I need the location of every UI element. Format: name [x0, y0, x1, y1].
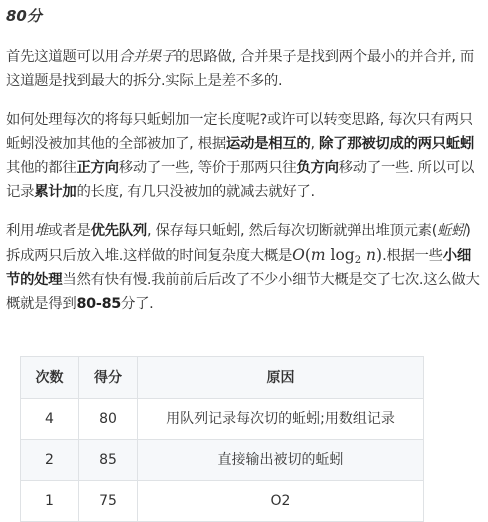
results-table: [20, 356, 424, 522]
math-subscript: 2: [354, 255, 362, 266]
emphasis-earthworm: 蚯蚓: [437, 223, 466, 239]
emphasis-heap: 堆: [34, 223, 49, 239]
bold-cumulative-add: 累计加: [34, 184, 77, 200]
text-segment: 的长度, 有几只没被加的就减去就好了.: [76, 184, 315, 200]
complexity-formula: [292, 246, 382, 264]
bold-except-two: 除了那被切成的两只蚯蚓: [319, 136, 475, 152]
text-segment: )拆成两只后放入堆.这样做的时间复杂度大概是: [6, 223, 471, 264]
text-segment: 或者是: [48, 223, 91, 239]
text-segment: 如何处理每次的将每只蚯蚓加一定长度呢?或许可以转变思路, 每次只有两只蚯蚓没被加其他的全部被加了, 根据: [6, 112, 473, 152]
cell-score: 85: [79, 440, 138, 481]
table-row: [21, 481, 424, 522]
document: [6, 0, 482, 316]
math-m: m: [310, 246, 326, 264]
section-heading: 80分: [6, 7, 42, 25]
bold-relative-motion: 运动是相互的: [225, 136, 311, 152]
text-segment: ,: [310, 136, 320, 152]
header-score: 得分: [79, 357, 138, 399]
paragraph-merge-fruit: [6, 45, 482, 93]
cell-reason: O2: [138, 481, 424, 522]
text-segment: 移动了一些. 所以可以记录: [6, 160, 475, 200]
text-segment: 的思路做, 合并果子是找到两个最小的并合并, 而这道题是找到最大的拆分.实际上是差不多的.: [6, 49, 475, 89]
cell-reason: 直接输出被切的蚯蚓: [138, 440, 424, 481]
text-segment: 移动了一些, 等价于那两只往: [118, 160, 297, 176]
cell-count: 4: [21, 399, 79, 440]
table-header-row: [21, 357, 424, 399]
math-n: n: [366, 246, 377, 264]
bold-score-range: 80-85: [76, 296, 121, 312]
math-paren: ): [376, 246, 383, 264]
cell-reason: 用队列记录每次切的蚯蚓;用数组记录: [138, 399, 424, 440]
cell-count: 2: [21, 440, 79, 481]
bold-priority-queue: 优先队列: [90, 223, 147, 239]
math-log: log: [330, 246, 355, 264]
table-row: [21, 399, 424, 440]
header-reason: 原因: [138, 357, 424, 399]
cell-score: 80: [79, 399, 138, 440]
bold-negative-direction: 负方向: [296, 160, 339, 176]
cell-count: 1: [21, 481, 79, 522]
table-row: [21, 440, 424, 481]
text-segment: 分了.: [121, 296, 154, 312]
emphasis-merge-fruit: 合并果子: [118, 49, 176, 65]
paragraph-priority-queue: [6, 219, 482, 316]
math-o: O: [292, 246, 305, 264]
text-segment: , 保存每只蚯蚓, 然后每次切断就弹出堆顶元素(: [146, 223, 438, 239]
text-segment: 首先这道题可以用: [6, 49, 119, 65]
math-paren: (: [304, 246, 311, 264]
bold-positive-direction: 正方向: [76, 160, 119, 176]
header-count: 次数: [21, 357, 79, 399]
text-segment: 其他的都往: [6, 160, 77, 176]
paragraph-relative-motion: [6, 108, 482, 204]
cell-score: 75: [79, 481, 138, 522]
bold-small-details: 小细节的处理: [6, 248, 471, 288]
text-segment: 当然有快有慢.我前前后后改了不少小细节大概是交了七次.这么做大概就是得到: [6, 272, 480, 312]
text-segment: 利用: [6, 223, 35, 239]
text-segment: .根据一些: [382, 248, 443, 264]
